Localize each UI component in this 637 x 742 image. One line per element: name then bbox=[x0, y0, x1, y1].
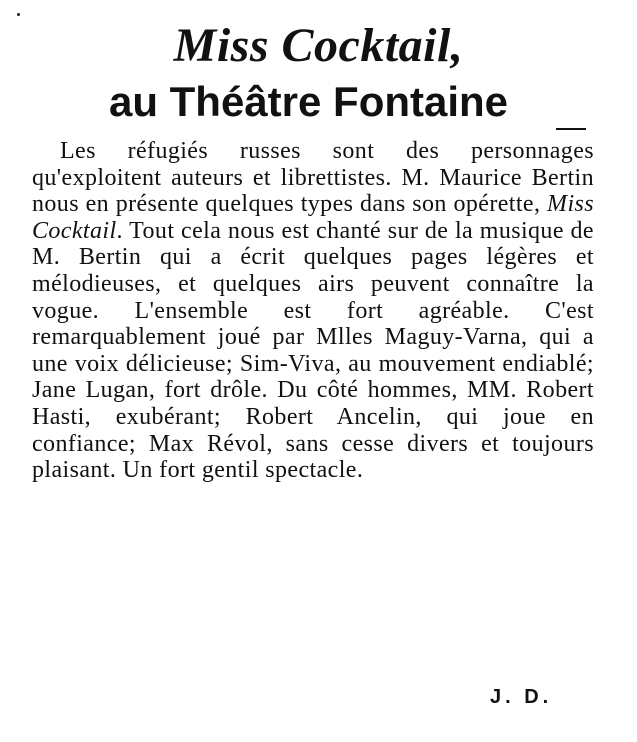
article-body-italic-title: Miss Cocktail bbox=[32, 191, 594, 244]
article-body-part-2: . Tout cela nous est chanté sur de la musique de M. Bertin qui a écrit quelques pages légères et mélodieuses, et quelques airs peuvent connaître la vogue. L'ensemble est fort agréable. C'est remarquablement joué par Mlles Maguy-Varna, qui a une voix délicieuse; Sim-Viva, au mouvement endiablé; Jane Lugan, fort drôle. Du côté hommes, MM. Robert Hasti, exubérant; Robert Ancelin, qui joue en confiance; Max Révol, sans cesse divers et toujours plaisant. Un fort gentil spectacle. bbox=[32, 217, 594, 484]
print-mark bbox=[556, 128, 586, 130]
article-title-line-2: au Théâtre Fontaine bbox=[108, 78, 509, 125]
article-title-line-1: Miss Cocktail, bbox=[173, 19, 464, 72]
article-body-part-1: Les réfugiés russes sont des personnages qu'exploitent auteurs et librettistes. M. Maurice Bertin nous en présente quelques types dans son opérette, bbox=[32, 138, 594, 218]
author-signature: J. D. bbox=[490, 686, 553, 708]
article-body bbox=[32, 138, 594, 484]
ink-speck bbox=[17, 13, 20, 16]
